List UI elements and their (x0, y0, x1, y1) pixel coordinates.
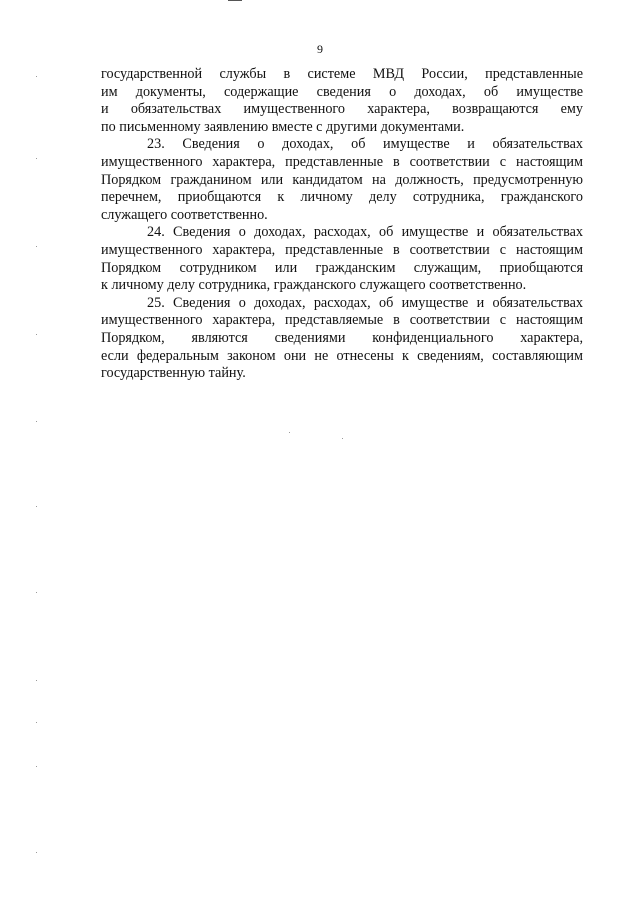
text-line: государственной службы в системе МВД России, представленные (101, 66, 583, 82)
text-line: служащего соответственно. (101, 206, 268, 223)
paragraph-item-24 (101, 224, 583, 294)
text-line: им документы, содержащие сведения о доходах, об имуществе (101, 83, 583, 100)
text-line: 25. Сведения о доходах, расходах, об имуществе и обязательствах (147, 294, 583, 311)
scan-artifact (36, 506, 37, 507)
paragraph-item-23 (101, 136, 583, 224)
scan-artifact (36, 421, 37, 422)
scan-artifact (36, 766, 37, 767)
text-line: если федеральным законом они не отнесены к сведениям, составляющим (101, 347, 583, 364)
text-line: Порядком, являются сведениями конфиденциального характера, (101, 329, 583, 346)
scan-artifact (228, 0, 242, 1)
scan-artifact (36, 592, 37, 593)
scan-artifact (36, 334, 37, 335)
scan-artifact (342, 438, 343, 439)
page-number: 9 (317, 42, 323, 56)
scan-artifact (36, 680, 37, 681)
scan-artifact (36, 76, 37, 77)
text-line: государственную тайну. (101, 365, 246, 382)
scan-artifact (36, 722, 37, 723)
scan-artifact (36, 158, 37, 159)
text-line: по письменному заявлению вместе с другими документами. (101, 118, 465, 135)
scan-artifact (289, 432, 290, 433)
text-line: 23. Сведения о доходах, об имуществе и обязательствах (147, 136, 583, 153)
paragraph-continuation (101, 66, 583, 136)
text-line: 24. Сведения о доходах, расходах, об имуществе и обязательствах (147, 224, 583, 241)
text-line: Порядком сотрудником или гражданским служащим, приобщаются (101, 259, 583, 276)
text-line: Порядком гражданином или кандидатом на должность, предусмотренную (101, 171, 583, 188)
text-line: имущественного характера, представленные в соответствии с настоящим (101, 153, 583, 170)
scan-artifact (36, 246, 37, 247)
document-body (101, 66, 583, 383)
paragraph-item-25 (101, 295, 583, 383)
scan-artifact (36, 852, 37, 853)
text-line: и обязательствах имущественного характера, возвращаются ему (101, 101, 583, 118)
text-line: перечнем, приобщаются к личному делу сотрудника, гражданского (101, 189, 583, 206)
text-line: имущественного характера, представляемые в соответствии с настоящим (101, 312, 583, 329)
text-line: имущественного характера, представленные в соответствии с настоящим (101, 241, 583, 258)
text-line: к личному делу сотрудника, гражданского служащего соответственно. (101, 277, 527, 294)
